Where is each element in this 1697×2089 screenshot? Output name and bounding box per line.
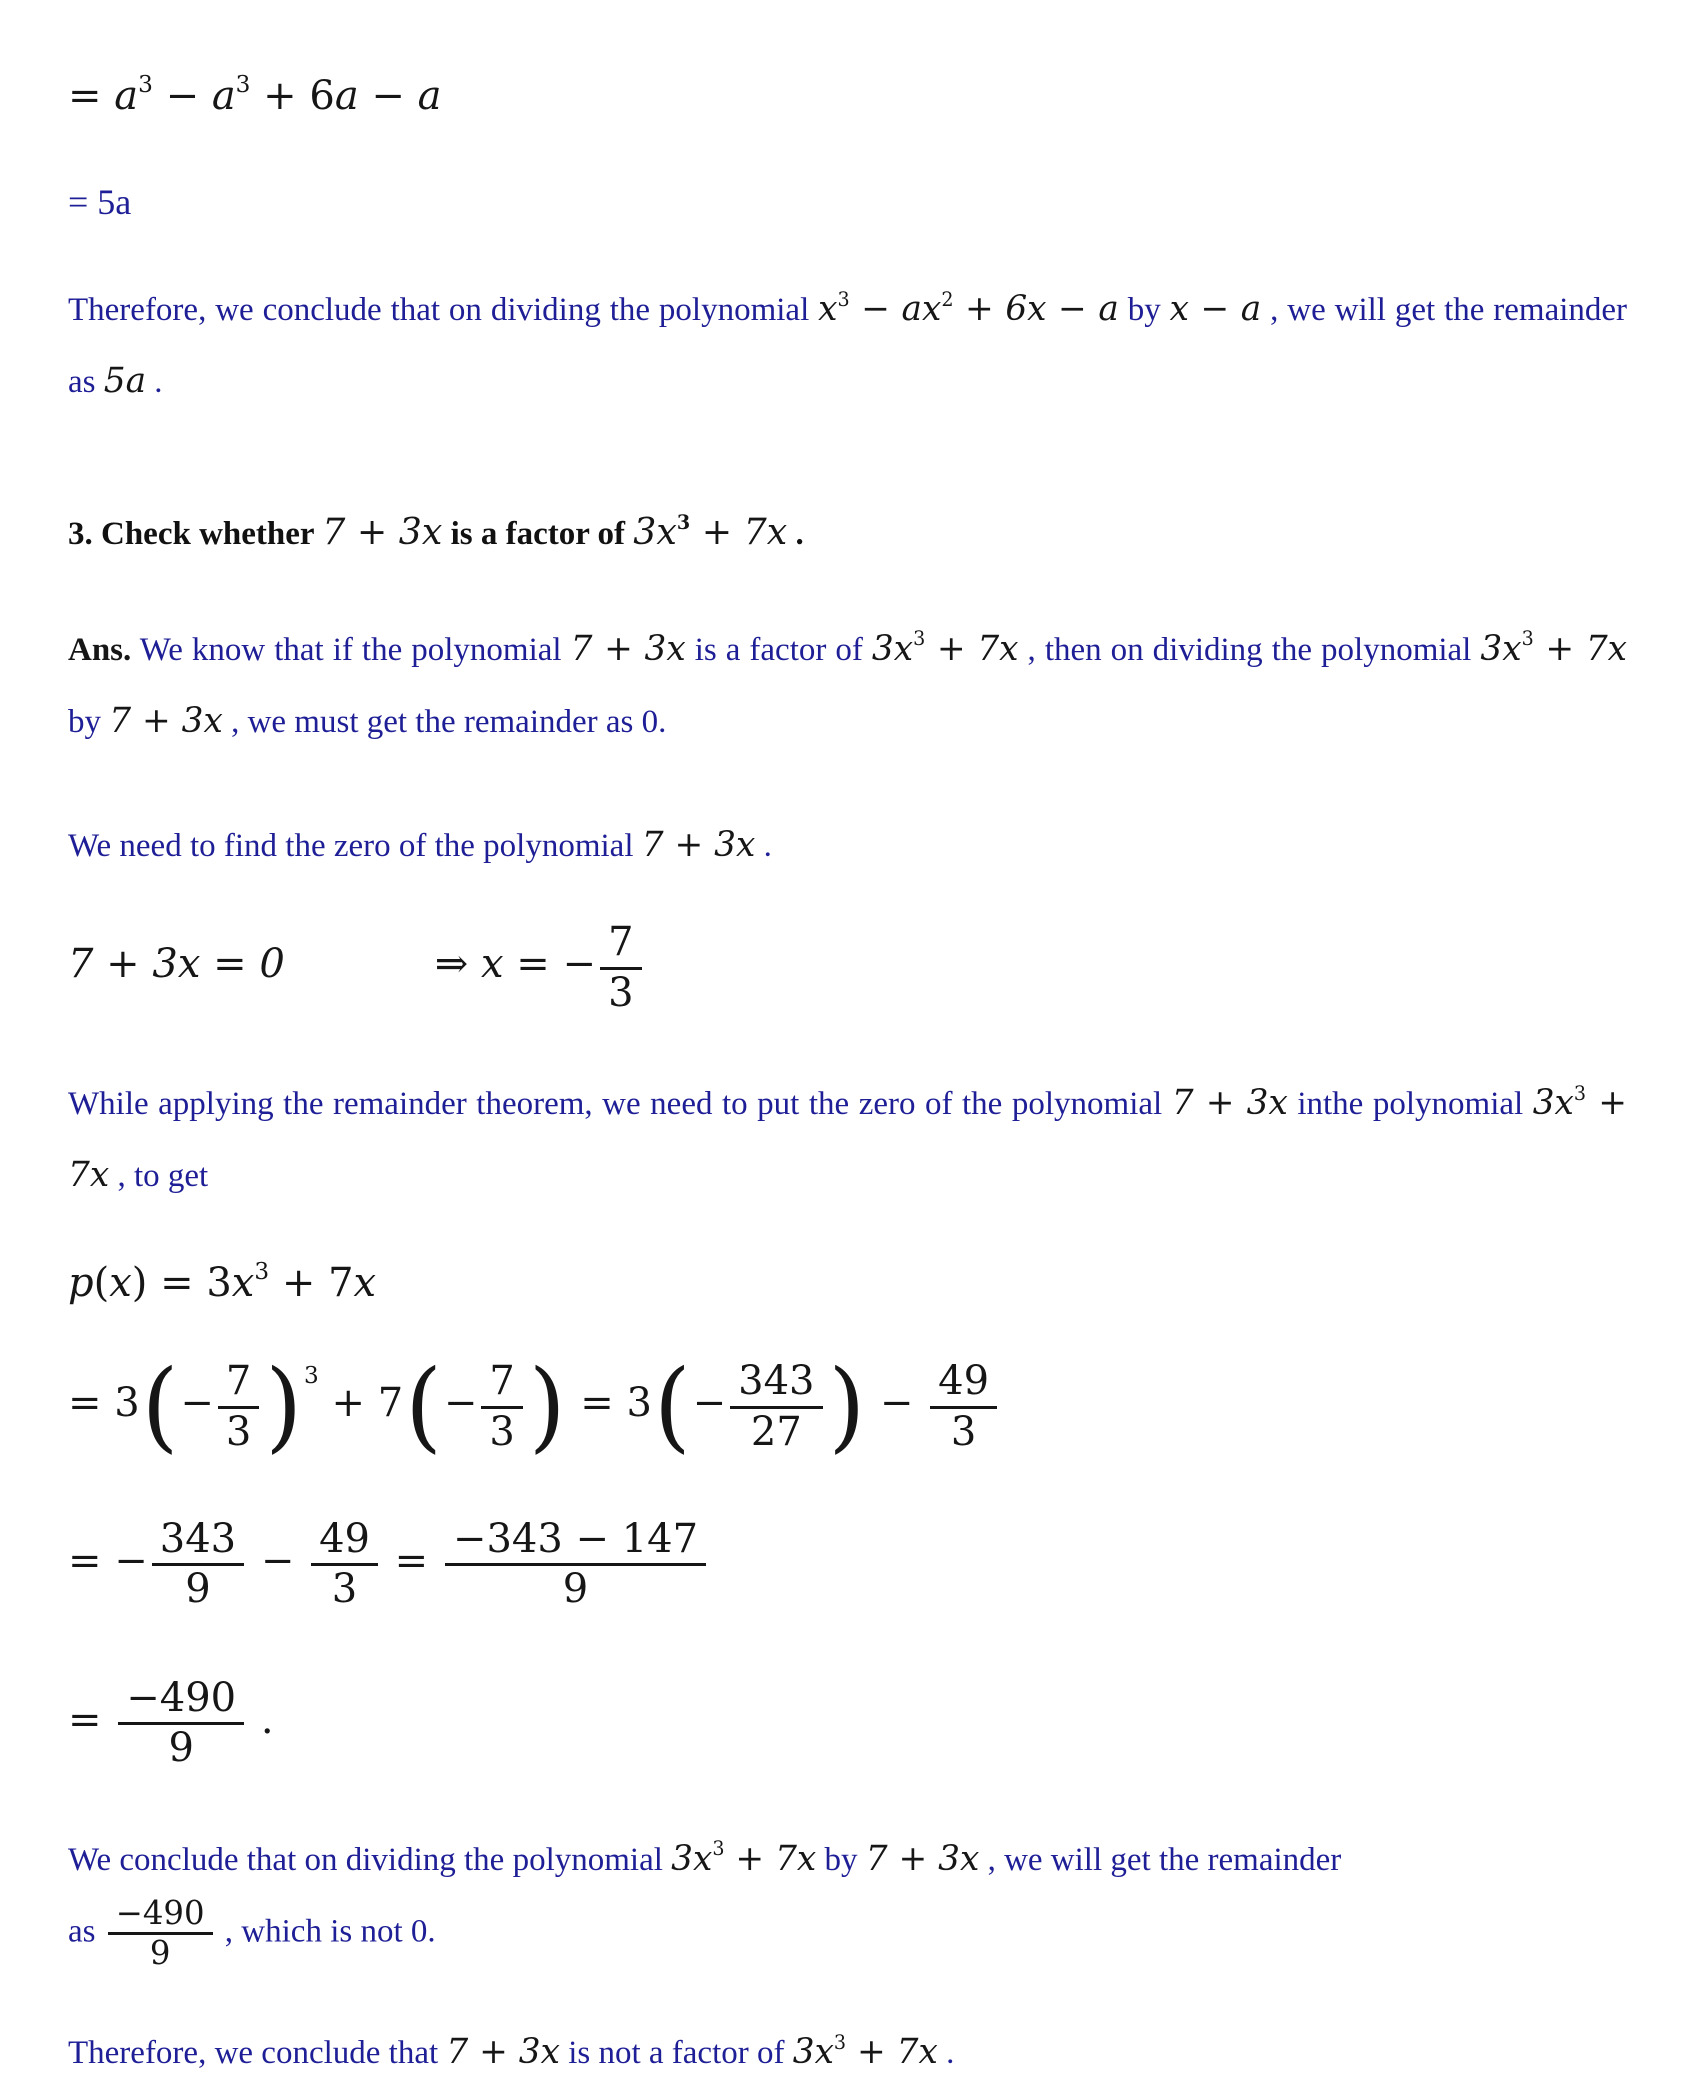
text-run: by xyxy=(68,703,110,740)
math-run: + 7x xyxy=(925,628,1019,669)
px-equation xyxy=(68,1259,1627,1306)
math-run: + 6 xyxy=(250,73,335,119)
minus-sign: − xyxy=(443,1380,478,1427)
exponent: 3 xyxy=(254,1258,270,1286)
exponent: 3 xyxy=(1573,1081,1587,1105)
text-run: inthe polynomial xyxy=(1287,1085,1533,1122)
text-run: by xyxy=(816,1841,866,1878)
fraction-numerator: −343 − 147 xyxy=(452,1515,699,1562)
exponent: 3 xyxy=(138,70,153,98)
substitution-equation: = 3(− $\frac{7}{3}$ )$^3$ + 7(− $\frac{7}{3}$ ) = 3(− $\frac{343}{27}$ ) − $\frac{49}{3}$ xyxy=(68,1358,1627,1455)
math-function: p xyxy=(68,1260,94,1307)
fraction-numerator: 7 xyxy=(608,919,634,966)
fraction-denominator: 27 xyxy=(730,1406,822,1456)
final-conclusion-paragraph xyxy=(68,2016,1627,2088)
math-run: 3x xyxy=(871,628,914,669)
text-run: as xyxy=(68,1913,104,1950)
math-run: = xyxy=(68,73,115,119)
fraction xyxy=(218,1358,259,1455)
minus-sign: − xyxy=(248,1537,308,1584)
heading-text: 3. Check whether xyxy=(68,515,323,552)
find-zero-paragraph xyxy=(68,809,1627,881)
exponent: 3 xyxy=(676,511,691,535)
fraction xyxy=(445,1516,706,1613)
math-run: + 7x xyxy=(68,1082,1627,1196)
result-text: = 5a xyxy=(68,182,132,222)
implies-arrow: ⇒ xyxy=(434,941,469,988)
math-run: + 7x xyxy=(724,1838,817,1879)
text-run: , which is not 0. xyxy=(216,1913,436,1950)
math-variable: a xyxy=(417,73,442,119)
math-variable: a xyxy=(211,73,236,119)
answer-paragraph xyxy=(68,613,1627,758)
math-run: + 7x xyxy=(846,2032,938,2073)
fraction-denominator: 9 xyxy=(108,1932,213,1972)
math-run: = − xyxy=(68,1537,148,1584)
fraction xyxy=(481,1358,522,1455)
text-run: We conclude that on dividing the polynomial xyxy=(68,1841,672,1878)
exponent: 2 xyxy=(941,287,954,311)
fraction-numerator: 7 xyxy=(489,1358,515,1405)
fraction-numerator: 7 xyxy=(225,1358,252,1405)
fraction xyxy=(118,1675,244,1772)
text-run: is a factor of xyxy=(685,631,872,668)
heading-text: is a factor of xyxy=(442,515,634,552)
fraction-numerator: 49 xyxy=(319,1515,370,1562)
period: . xyxy=(248,1697,274,1744)
fraction xyxy=(730,1358,822,1455)
text-run: We need to find the zero of the polynomial xyxy=(68,828,642,865)
text-run: , we must get the remainder as 0. xyxy=(222,703,667,740)
fraction-numerator: 49 xyxy=(938,1358,990,1405)
fraction-numerator: 343 xyxy=(738,1358,815,1405)
text-run: Therefore, we conclude that on dividing the polynomial xyxy=(68,292,819,328)
text-run: by xyxy=(1118,292,1170,328)
math-run: 7 + 3x xyxy=(446,2032,560,2073)
exponent: 3 xyxy=(913,627,926,651)
exponent: 3 xyxy=(833,2030,847,2054)
question-3-heading xyxy=(68,510,1627,553)
fraction-denominator: 3 xyxy=(481,1406,522,1456)
text-run: Therefore, we conclude that xyxy=(68,2035,447,2072)
math-run: + 7 xyxy=(269,1260,354,1307)
math-run: = 3 xyxy=(567,1380,652,1427)
equals-sign: = xyxy=(381,1537,441,1584)
exponent: 3 xyxy=(712,1837,725,1861)
paragraph-remainder-conclusion xyxy=(68,273,1627,418)
fraction-denominator: 3 xyxy=(600,967,641,1017)
text-run: , to get xyxy=(109,1158,209,1195)
math-run: + 6x − a xyxy=(953,289,1119,329)
fraction xyxy=(930,1358,997,1455)
equation-expanded-terms xyxy=(68,72,1627,119)
math-run: 7 + 3x xyxy=(641,825,756,866)
math-run: 3x xyxy=(633,509,677,553)
zero-equation xyxy=(68,919,1627,1016)
fraction-numerator: −490 xyxy=(115,1893,205,1932)
text-run: , then on dividing the polynomial xyxy=(1018,631,1481,668)
math-run: 7 + 3x xyxy=(109,700,223,741)
fraction-denominator: 3 xyxy=(218,1406,259,1456)
math-run: + 7 xyxy=(318,1380,404,1427)
exponent: 3 xyxy=(837,287,850,311)
minus-sign: − xyxy=(180,1380,214,1427)
math-run: x xyxy=(818,289,838,329)
fraction xyxy=(600,919,641,1016)
fraction-denominator: 3 xyxy=(930,1406,997,1456)
exponent: 3 xyxy=(1521,627,1534,651)
group-exponent: 3 xyxy=(304,1361,319,1389)
answer-label: Ans. xyxy=(68,631,132,668)
text-run: While applying the remainder theorem, we need to put the zero of the polynomial xyxy=(68,1085,1172,1122)
remainder-theorem-paragraph xyxy=(68,1067,1627,1212)
math-run: 3x xyxy=(792,2032,834,2073)
final-fraction-equation xyxy=(68,1675,1627,1772)
math-relation: = − xyxy=(503,941,597,988)
math-variable: x xyxy=(109,1260,132,1307)
math-run: 3x xyxy=(671,1838,713,1879)
minus-sign: − xyxy=(692,1380,727,1427)
open-paren: ( xyxy=(93,1260,110,1307)
conclusion-paragraph xyxy=(68,1823,1627,1973)
simplification-equation xyxy=(68,1516,1627,1613)
result-5a-line xyxy=(68,181,1627,223)
text-run: . xyxy=(937,2035,955,2072)
math-run: 7 + 3x xyxy=(322,509,443,553)
math-variable: a xyxy=(334,73,359,119)
math-run: + 7x xyxy=(690,509,788,553)
fraction-denominator: 9 xyxy=(118,1722,244,1772)
exponent: 3 xyxy=(235,70,251,98)
fraction-denominator: 9 xyxy=(152,1563,244,1613)
math-run: 3x xyxy=(1532,1082,1574,1123)
math-run: − ax xyxy=(849,289,942,329)
math-operator: − xyxy=(152,73,212,119)
text-run: , we will get the remainder as xyxy=(68,292,1628,401)
heading-text: . xyxy=(787,515,804,552)
math-run: + 7x xyxy=(1533,628,1628,669)
math-run: 7 + 3x xyxy=(865,1838,980,1879)
text-run: , we will get the remainder xyxy=(979,1841,1342,1878)
math-run: 7 + 3x = 0 xyxy=(68,941,285,988)
math-run: = 3 xyxy=(68,1380,140,1427)
close-paren: ) xyxy=(131,1260,148,1307)
fraction xyxy=(108,1895,213,1972)
fraction-numerator: 343 xyxy=(159,1515,237,1562)
text-run: is not a factor of xyxy=(559,2035,793,2072)
fraction xyxy=(311,1516,378,1613)
text-run: . xyxy=(146,364,163,401)
math-variable: x xyxy=(353,1260,377,1307)
minus-sign: − xyxy=(867,1380,927,1427)
math-run: 5a xyxy=(103,361,147,402)
math-run: 7 + 3x xyxy=(570,628,686,669)
text-run: . xyxy=(755,828,772,865)
math-variable: a xyxy=(114,73,139,119)
math-run: 3x xyxy=(1480,628,1522,669)
fraction-denominator: 3 xyxy=(311,1563,378,1613)
math-run: 7 + 3x xyxy=(1171,1082,1288,1123)
fraction-denominator: 9 xyxy=(445,1563,706,1613)
fraction-numerator: −490 xyxy=(126,1675,237,1722)
math-run: x − a xyxy=(1169,289,1262,329)
text-run: We know that if the polynomial xyxy=(131,631,571,668)
math-run: = 3 xyxy=(147,1260,232,1307)
math-variable: x xyxy=(231,1260,255,1307)
math-run: = xyxy=(68,1697,115,1744)
math-variable: x xyxy=(468,941,504,988)
math-operator: − xyxy=(358,73,418,119)
fraction xyxy=(152,1516,244,1613)
